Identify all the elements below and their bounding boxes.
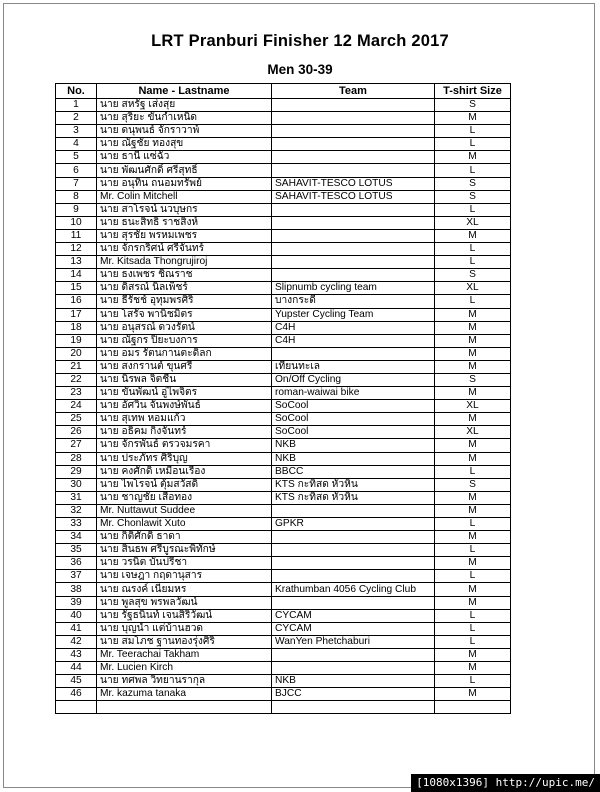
team-name: SoCool bbox=[272, 413, 435, 426]
runner-name: นาย สหรัฐ เส่งสุย bbox=[97, 99, 272, 112]
team-name: NKB bbox=[272, 439, 435, 452]
table-row bbox=[56, 701, 511, 714]
table-row bbox=[56, 360, 511, 373]
row-number: 28 bbox=[56, 452, 97, 465]
table-row bbox=[56, 269, 511, 282]
runner-name: นาย สงกรานต์ ขุนศรี bbox=[97, 360, 272, 373]
row-number: 20 bbox=[56, 347, 97, 360]
row-number: 17 bbox=[56, 308, 97, 321]
table-row bbox=[56, 373, 511, 386]
table-row bbox=[56, 190, 511, 203]
row-number: 32 bbox=[56, 504, 97, 517]
runner-name: นาย จักรกริศน์ ศรีจันทร์ bbox=[97, 243, 272, 256]
runner-name bbox=[97, 701, 272, 714]
tshirt-size: L bbox=[435, 125, 511, 138]
tshirt-size: M bbox=[435, 308, 511, 321]
table-row bbox=[56, 112, 511, 125]
tshirt-size: M bbox=[435, 151, 511, 164]
table-row bbox=[56, 229, 511, 242]
team-name: Slipnumb cycling team bbox=[272, 282, 435, 295]
row-number: 13 bbox=[56, 256, 97, 269]
row-number: 42 bbox=[56, 635, 97, 648]
table-row bbox=[56, 282, 511, 295]
runner-name: นาย ดนุพนธ์ จักราวาพ์ bbox=[97, 125, 272, 138]
runner-name: นาย คงศักดิ์ เหมือนเรือง bbox=[97, 465, 272, 478]
row-number: 26 bbox=[56, 426, 97, 439]
row-number: 44 bbox=[56, 662, 97, 675]
runner-name: นาย ไพโรจน์ ตุ้มสวัสดิ์ bbox=[97, 478, 272, 491]
tshirt-size: L bbox=[435, 295, 511, 308]
runner-name: Mr. kazuma tanaka bbox=[97, 688, 272, 701]
team-name bbox=[272, 570, 435, 583]
team-name: C4H bbox=[272, 321, 435, 334]
tshirt-size: S bbox=[435, 478, 511, 491]
table-row bbox=[56, 125, 511, 138]
runner-name: นาย ธีรัชช์ อุทุมพรศิริ bbox=[97, 295, 272, 308]
table-row bbox=[56, 609, 511, 622]
runner-name: Mr. Teerachai Takham bbox=[97, 648, 272, 661]
row-number: 11 bbox=[56, 229, 97, 242]
team-name: SoCool bbox=[272, 400, 435, 413]
tshirt-size: M bbox=[435, 321, 511, 334]
table-row bbox=[56, 308, 511, 321]
table-row bbox=[56, 557, 511, 570]
table-row bbox=[56, 99, 511, 112]
table-row bbox=[56, 216, 511, 229]
tshirt-size: S bbox=[435, 177, 511, 190]
team-name bbox=[272, 347, 435, 360]
table-row bbox=[56, 151, 511, 164]
runner-name: นาย รัฐธนินท์ เจนสิริวัฒน์ bbox=[97, 609, 272, 622]
table-row bbox=[56, 177, 511, 190]
team-name bbox=[272, 203, 435, 216]
runner-name: Mr. Lucien Kirch bbox=[97, 662, 272, 675]
team-name: NKB bbox=[272, 675, 435, 688]
table-body bbox=[56, 99, 511, 714]
runner-name: นาย จักรพันธ์ ตรวจมรคา bbox=[97, 439, 272, 452]
runner-name: นาย วรนิต บั้นปรีชา bbox=[97, 557, 272, 570]
runner-name: นาย ณัฐชัย ทองสุข bbox=[97, 138, 272, 151]
header-tshirt-size: T-shirt Size bbox=[435, 84, 511, 99]
row-number: 4 bbox=[56, 138, 97, 151]
runner-name: นาย อัศวิน จันพงษ์พันธ์ bbox=[97, 400, 272, 413]
table-row bbox=[56, 635, 511, 648]
team-name: On/Off Cycling bbox=[272, 373, 435, 386]
table-row bbox=[56, 243, 511, 256]
row-number: 30 bbox=[56, 478, 97, 491]
row-number: 12 bbox=[56, 243, 97, 256]
team-name: WanYen Phetchaburi bbox=[272, 635, 435, 648]
table-row bbox=[56, 164, 511, 177]
row-number: 40 bbox=[56, 609, 97, 622]
tshirt-size: M bbox=[435, 596, 511, 609]
runner-name: นาย ณรงค์ เนียมหร bbox=[97, 583, 272, 596]
runner-name: Mr. Colin Mitchell bbox=[97, 190, 272, 203]
row-number: 25 bbox=[56, 413, 97, 426]
tshirt-size: M bbox=[435, 557, 511, 570]
tshirt-size: M bbox=[435, 452, 511, 465]
runner-name: นาย ประภัทร ศิริบุญ bbox=[97, 452, 272, 465]
row-number: 35 bbox=[56, 544, 97, 557]
table-row bbox=[56, 675, 511, 688]
row-number: 37 bbox=[56, 570, 97, 583]
tshirt-size: XL bbox=[435, 426, 511, 439]
row-number: 3 bbox=[56, 125, 97, 138]
document-subtitle: Men 30-39 bbox=[267, 62, 333, 77]
team-name bbox=[272, 504, 435, 517]
table-row bbox=[56, 334, 511, 347]
table-row bbox=[56, 491, 511, 504]
row-number: 22 bbox=[56, 373, 97, 386]
tshirt-size: M bbox=[435, 688, 511, 701]
row-number: 36 bbox=[56, 557, 97, 570]
image-watermark: [1080x1396] http://upic.me/ bbox=[411, 774, 600, 792]
row-number: 33 bbox=[56, 518, 97, 531]
row-number: 38 bbox=[56, 583, 97, 596]
table-row bbox=[56, 688, 511, 701]
team-name bbox=[272, 701, 435, 714]
team-name bbox=[272, 544, 435, 557]
team-name: SAHAVIT-TESCO LOTUS bbox=[272, 177, 435, 190]
runner-name: นาย อนุทิน ถนอมทรัพย์ bbox=[97, 177, 272, 190]
runner-name: นาย ธนะสิทธิ์ ราชสิงห์ bbox=[97, 216, 272, 229]
row-number: 2 bbox=[56, 112, 97, 125]
table-row bbox=[56, 583, 511, 596]
tshirt-size: M bbox=[435, 387, 511, 400]
row-number: 19 bbox=[56, 334, 97, 347]
table-row bbox=[56, 570, 511, 583]
runner-name: นาย ดิสรณ์ นิลเพ็ชร์ bbox=[97, 282, 272, 295]
team-name bbox=[272, 596, 435, 609]
team-name bbox=[272, 256, 435, 269]
runner-name: นาย สุรชัย พรหมเพชร bbox=[97, 229, 272, 242]
tshirt-size: L bbox=[435, 609, 511, 622]
table-row bbox=[56, 426, 511, 439]
runner-name: นาย เจษฎา กฤดานุสาร bbox=[97, 570, 272, 583]
runner-name: Mr. Nuttawut Suddee bbox=[97, 504, 272, 517]
team-name bbox=[272, 269, 435, 282]
team-name: KTS กะทิสด หัวหิน bbox=[272, 478, 435, 491]
runner-name: นาย สาโรจน์ นวบุษกร bbox=[97, 203, 272, 216]
table-row bbox=[56, 478, 511, 491]
team-name bbox=[272, 229, 435, 242]
table-row bbox=[56, 596, 511, 609]
table-row bbox=[56, 387, 511, 400]
document-title: LRT Pranburi Finisher 12 March 2017 bbox=[151, 32, 449, 50]
team-name bbox=[272, 243, 435, 256]
tshirt-size: L bbox=[435, 544, 511, 557]
tshirt-size: L bbox=[435, 622, 511, 635]
tshirt-size: L bbox=[435, 465, 511, 478]
runner-name: Mr. Kitsada Thongrujiroj bbox=[97, 256, 272, 269]
row-number: 15 bbox=[56, 282, 97, 295]
row-number: 18 bbox=[56, 321, 97, 334]
team-name: CYCAM bbox=[272, 609, 435, 622]
team-name: BBCC bbox=[272, 465, 435, 478]
team-name bbox=[272, 99, 435, 112]
table-row bbox=[56, 203, 511, 216]
tshirt-size: L bbox=[435, 164, 511, 177]
tshirt-size: M bbox=[435, 491, 511, 504]
table-row bbox=[56, 648, 511, 661]
row-number: 39 bbox=[56, 596, 97, 609]
tshirt-size: M bbox=[435, 112, 511, 125]
team-name bbox=[272, 112, 435, 125]
header-team: Team bbox=[272, 84, 435, 99]
tshirt-size: M bbox=[435, 648, 511, 661]
row-number: 31 bbox=[56, 491, 97, 504]
runner-name: นาย กิติศักดิ์ ธาดา bbox=[97, 531, 272, 544]
tshirt-size: L bbox=[435, 243, 511, 256]
table-row bbox=[56, 295, 511, 308]
team-name: KTS กะทิสด หัวหิน bbox=[272, 491, 435, 504]
tshirt-size: L bbox=[435, 518, 511, 531]
team-name: SoCool bbox=[272, 426, 435, 439]
table-row bbox=[56, 256, 511, 269]
runner-name: นาย อนุสรณ์ ดวงรัตน์ bbox=[97, 321, 272, 334]
row-number bbox=[56, 701, 97, 714]
table-row bbox=[56, 452, 511, 465]
team-name: C4H bbox=[272, 334, 435, 347]
team-name bbox=[272, 151, 435, 164]
runner-name: นาย อมร รัตนกานตะดิลก bbox=[97, 347, 272, 360]
row-number: 16 bbox=[56, 295, 97, 308]
runner-name: นาย พัฒนศักดิ์ ศรีสุทธิ์ bbox=[97, 164, 272, 177]
runner-name: นาย สินธพ ศรีบูรณะพิทักษ์ bbox=[97, 544, 272, 557]
row-number: 45 bbox=[56, 675, 97, 688]
tshirt-size: M bbox=[435, 531, 511, 544]
finisher-table bbox=[55, 83, 511, 714]
row-number: 23 bbox=[56, 387, 97, 400]
table-row bbox=[56, 465, 511, 478]
table-row bbox=[56, 504, 511, 517]
row-number: 7 bbox=[56, 177, 97, 190]
table-row bbox=[56, 531, 511, 544]
row-number: 6 bbox=[56, 164, 97, 177]
runner-name: นาย ธงเพชร ชิณราช bbox=[97, 269, 272, 282]
table-row bbox=[56, 662, 511, 675]
tshirt-size: M bbox=[435, 662, 511, 675]
header-name: Name - Lastname bbox=[97, 84, 272, 99]
tshirt-size: S bbox=[435, 269, 511, 282]
table-header-row bbox=[56, 84, 511, 99]
team-name bbox=[272, 531, 435, 544]
runner-name: นาย สุเทพ หอมแก้ว bbox=[97, 413, 272, 426]
tshirt-size: S bbox=[435, 190, 511, 203]
tshirt-size: M bbox=[435, 504, 511, 517]
tshirt-size: L bbox=[435, 570, 511, 583]
row-number: 8 bbox=[56, 190, 97, 203]
team-name: เทียนทะเล bbox=[272, 360, 435, 373]
runner-name: นาย ขันพัฒน์ อู่ไพจิตร bbox=[97, 387, 272, 400]
runner-name: นาย ณัฐกร ปิยะบงการ bbox=[97, 334, 272, 347]
tshirt-size: XL bbox=[435, 216, 511, 229]
tshirt-size: L bbox=[435, 256, 511, 269]
runner-name: นาย พูลสุข พรพลวัฒน์ bbox=[97, 596, 272, 609]
row-number: 27 bbox=[56, 439, 97, 452]
runner-name: นาย บุญนำ แต่บ้านฮวด bbox=[97, 622, 272, 635]
row-number: 29 bbox=[56, 465, 97, 478]
team-name: roman-waiwai bike bbox=[272, 387, 435, 400]
table-row bbox=[56, 321, 511, 334]
runner-name: นาย ชาญชัย เสือทอง bbox=[97, 491, 272, 504]
table-row bbox=[56, 544, 511, 557]
tshirt-size: XL bbox=[435, 400, 511, 413]
runner-name: นาย โสรัจ พานิชมิตร bbox=[97, 308, 272, 321]
row-number: 41 bbox=[56, 622, 97, 635]
team-name bbox=[272, 216, 435, 229]
tshirt-size: M bbox=[435, 229, 511, 242]
row-number: 46 bbox=[56, 688, 97, 701]
runner-name: นาย ธานี แซ่ฉั่ว bbox=[97, 151, 272, 164]
team-name: NKB bbox=[272, 452, 435, 465]
row-number: 9 bbox=[56, 203, 97, 216]
table-row bbox=[56, 622, 511, 635]
tshirt-size: XL bbox=[435, 282, 511, 295]
team-name: Krathumban 4056 Cycling Club bbox=[272, 583, 435, 596]
runner-name: นาย นิรพล จิตชื่น bbox=[97, 373, 272, 386]
tshirt-size: S bbox=[435, 373, 511, 386]
team-name bbox=[272, 138, 435, 151]
table-row bbox=[56, 400, 511, 413]
row-number: 24 bbox=[56, 400, 97, 413]
runner-name: นาย สุริยะ ขันกำเหนิด bbox=[97, 112, 272, 125]
row-number: 34 bbox=[56, 531, 97, 544]
tshirt-size: M bbox=[435, 439, 511, 452]
row-number: 10 bbox=[56, 216, 97, 229]
tshirt-size: M bbox=[435, 360, 511, 373]
row-number: 43 bbox=[56, 648, 97, 661]
tshirt-size: S bbox=[435, 99, 511, 112]
team-name: SAHAVIT-TESCO LOTUS bbox=[272, 190, 435, 203]
team-name: GPKR bbox=[272, 518, 435, 531]
table-row bbox=[56, 138, 511, 151]
team-name: CYCAM bbox=[272, 622, 435, 635]
row-number: 5 bbox=[56, 151, 97, 164]
header-no: No. bbox=[56, 84, 97, 99]
team-name bbox=[272, 164, 435, 177]
runner-name: นาย สมโภช ฐานทองรุ่งศิริ bbox=[97, 635, 272, 648]
team-name bbox=[272, 125, 435, 138]
team-name: BJCC bbox=[272, 688, 435, 701]
row-number: 21 bbox=[56, 360, 97, 373]
table-row bbox=[56, 439, 511, 452]
tshirt-size: L bbox=[435, 203, 511, 216]
runner-name: นาย อธิคม กิ่งจันทร์ bbox=[97, 426, 272, 439]
row-number: 14 bbox=[56, 269, 97, 282]
tshirt-size bbox=[435, 701, 511, 714]
team-name bbox=[272, 557, 435, 570]
table-row bbox=[56, 413, 511, 426]
team-name bbox=[272, 662, 435, 675]
tshirt-size: M bbox=[435, 413, 511, 426]
team-name bbox=[272, 648, 435, 661]
row-number: 1 bbox=[56, 99, 97, 112]
table-row bbox=[56, 518, 511, 531]
team-name: บางกระดี่ bbox=[272, 295, 435, 308]
table-row bbox=[56, 347, 511, 360]
runner-name: นาย ทศพล วิทยานรากุล bbox=[97, 675, 272, 688]
team-name: Yupster Cycling Team bbox=[272, 308, 435, 321]
runner-name: Mr. Chonlawit Xuto bbox=[97, 518, 272, 531]
tshirt-size: L bbox=[435, 138, 511, 151]
tshirt-size: L bbox=[435, 635, 511, 648]
tshirt-size: L bbox=[435, 675, 511, 688]
tshirt-size: M bbox=[435, 583, 511, 596]
tshirt-size: M bbox=[435, 347, 511, 360]
tshirt-size: M bbox=[435, 334, 511, 347]
